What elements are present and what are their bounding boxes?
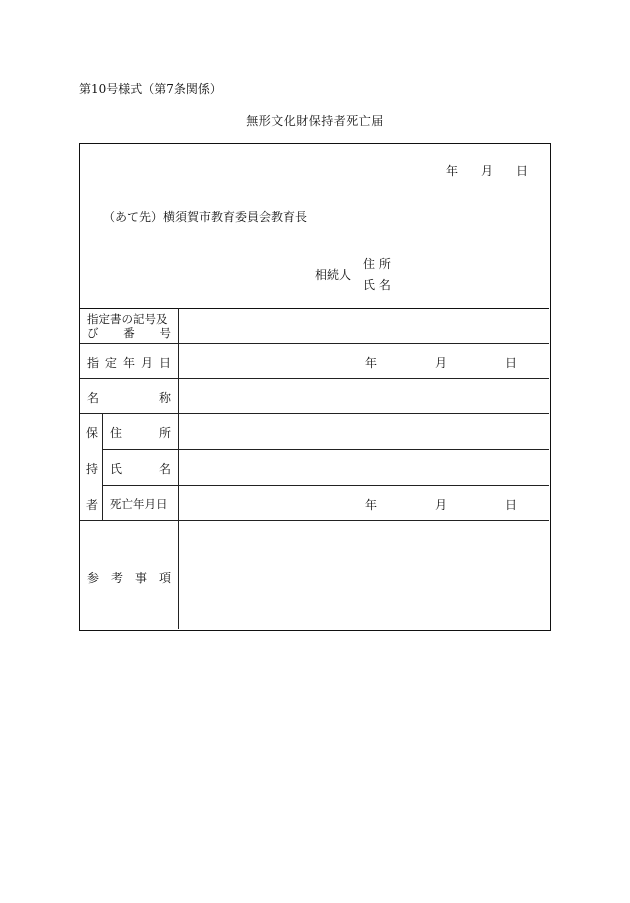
row-divider xyxy=(80,520,549,521)
death-date-month: 月 xyxy=(435,498,448,512)
row-divider xyxy=(80,343,549,344)
notice-date-day: 日 xyxy=(516,164,529,178)
row-divider xyxy=(102,449,549,450)
row-divider xyxy=(102,485,549,486)
heir-name-label: 氏 名 xyxy=(363,278,391,292)
designation-number-label: 指定書の記号及 xyxy=(87,312,168,326)
designation-date-year: 年 xyxy=(365,356,378,370)
death-date-day: 日 xyxy=(505,498,518,512)
form-frame xyxy=(79,143,551,631)
designation-date-label: 指 定 年 月 日 xyxy=(87,356,171,370)
death-date-label: 死亡年月日 xyxy=(110,497,168,511)
death-date-year: 年 xyxy=(365,498,378,512)
name-label: 名 称 xyxy=(87,391,171,405)
notice-date-month: 月 xyxy=(481,164,494,178)
row-divider xyxy=(80,378,549,379)
holder-label-char-1: 保 xyxy=(86,426,99,440)
document-title: 無形文化財保持者死亡届 xyxy=(246,114,384,128)
label-column-divider xyxy=(178,308,179,629)
holder-name-label: 氏 名 xyxy=(110,462,171,476)
designation-date-month: 月 xyxy=(435,356,448,370)
form-number: 第10号様式（第7条関係） xyxy=(79,82,222,96)
designation-number-label-line2: び 番 号 xyxy=(87,326,171,340)
holder-address-label: 住 所 xyxy=(110,426,171,440)
row-divider xyxy=(80,413,549,414)
remarks-label: 参 考 事 項 xyxy=(87,571,171,585)
addressee: （あて先）横須賀市教育委員会教育長 xyxy=(103,210,308,224)
heir-address-label: 住 所 xyxy=(363,257,391,271)
holder-column-divider xyxy=(102,413,103,520)
holder-label-char-3: 者 xyxy=(86,498,99,512)
notice-date-year: 年 xyxy=(446,164,459,178)
heir-label: 相続人 xyxy=(315,268,352,282)
holder-label-char-2: 持 xyxy=(86,462,99,476)
notice-divider xyxy=(80,308,549,309)
designation-date-day: 日 xyxy=(505,356,518,370)
